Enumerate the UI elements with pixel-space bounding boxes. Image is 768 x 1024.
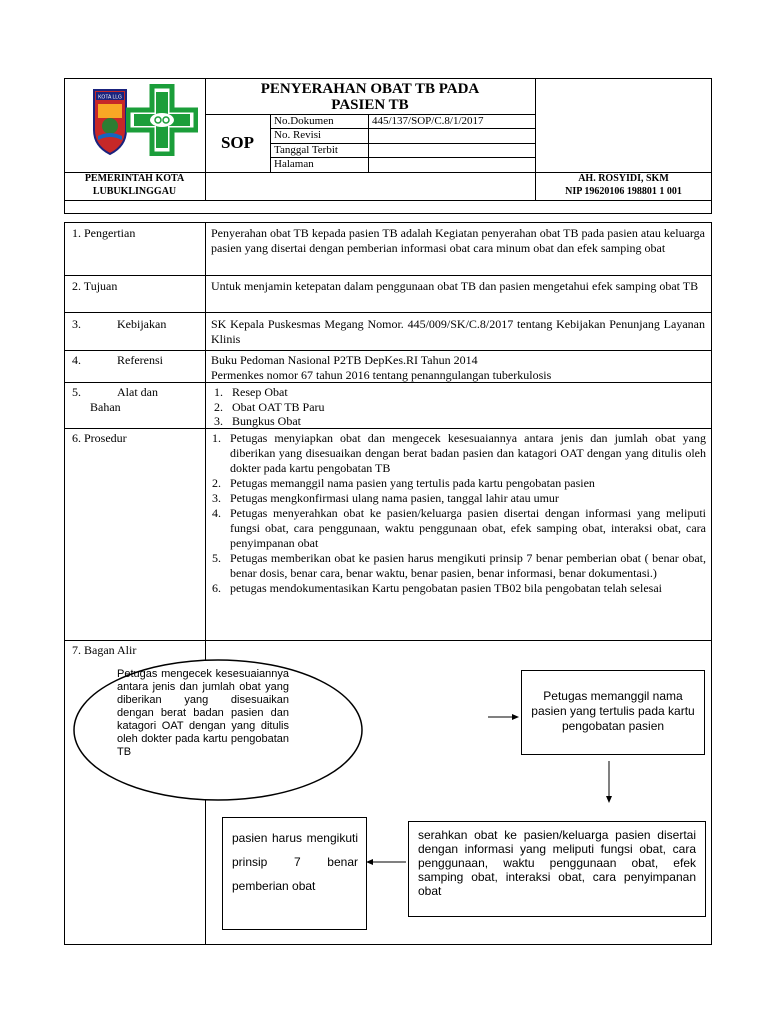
section-label-kebijakan-number: 3.: [72, 317, 81, 331]
tujuan-text: Untuk menjamin ketepatan dalam penggunaan obat TB dan pasien mengetahui efek samping obat TB: [211, 279, 699, 293]
prosedur-list: [212, 431, 706, 596]
header-divider: [64, 200, 712, 201]
document-title: PENYERAHAN OBAT TB PADA: [260, 81, 480, 97]
prosedur-step: 6. petugas mendokumentasikan Kartu pengobatan pasien TB02 bila pengobatan telah selesai: [212, 581, 662, 595]
sop-label: SOP: [220, 133, 255, 152]
prosedur-step: 5. Petugas memberikan obat ke pasien harus mengikuti prinsip 7 benar pemberian obat ( benar obat, benar dosis, benar cara, benar waktu, benar pasien, benar informasi, benar dokumentasi.): [212, 551, 706, 580]
prosedur-step: 3. Petugas mengkonfirmasi ulang nama pasien, tanggal lahir atau umur: [212, 491, 559, 505]
arrow-to-box1-head: [512, 714, 519, 720]
document-number-value: 445/137/SOP/C.8/1/2017: [372, 115, 484, 127]
kebijakan-text: SK Kepala Puskesmas Megang Nomor. 445/009/SK/C.8/2017 tentang Kebijakan Penunjang Layanan Klinis: [211, 317, 705, 346]
document-number-label: No.Dokumen: [274, 115, 334, 127]
flowchart-box-seven-rights-text: pasien harus mengikuti prinsip 7 benar pemberian obat: [232, 831, 358, 893]
pengertian-text: Penyerahan obat TB kepada pasien TB adalah Kegiatan penyerahan obat TB pada pasien atau keluarga pasien yang disertai dengan pemberian informasi obat cara minum obat dan efek samping obat: [211, 226, 705, 255]
section-label-alat: Alat dan: [117, 385, 158, 399]
prosedur-step: 4. Petugas menyerahkan obat ke pasien/keluarga pasien disertai dengan informasi yang meliputi fungsi obat, cara penggunaan, waktu penggunaan obat, efek samping obat, interaksi obat, cara penyimpanan obat: [212, 506, 706, 550]
section-label-alat-number: 5.: [72, 385, 81, 399]
section-label-kebijakan: Kebijakan: [117, 317, 167, 331]
city-emblem-logo: [90, 84, 130, 156]
flowchart-ellipse-text: Petugas mengecek kesesuaiannya antara jenis dan jumlah obat yang diberikan yang disesuaikan dengan berat badan pasien dan katagori OAT dengan yang ditulis oleh dokter pada kartu pengobatan TB: [117, 668, 289, 758]
revision-label: No. Revisi: [274, 129, 322, 141]
flowchart-box-hand-over-text: serahkan obat ke pasien/keluarga pasien disertai dengan informasi yang meliputi fungsi obat, cara penggunaan, waktu penggunaan obat, efek samping obat, interaksi obat, cara penyimpanan obat: [418, 828, 696, 898]
section-label-bahan: Bahan: [90, 400, 121, 414]
alat-item-number: 1.: [214, 385, 223, 399]
header-divider: [205, 114, 535, 115]
issue-date-label: Tanggal Terbit: [274, 144, 338, 156]
section-label-prosedur: 6. Prosedur: [72, 431, 127, 445]
flowchart-box-call-patient-text: Petugas memanggil nama pasien yang tertulis pada kartu pengobatan pasien: [531, 689, 695, 733]
section-label-bagan-alir: 7. Bagan Alir: [72, 643, 137, 657]
prosedur-step: 2. Petugas memanggil nama pasien yang tertulis pada kartu pengobatan pasien: [212, 476, 595, 490]
prosedur-step: 1. Petugas menyiapkan obat dan mengecek kesesuaiannya antara jenis dan jumlah obat yang diberikan yang disesuaikan dengan berat badan pasien dan katagori OAT dengan yang ditulis oleh dokter pada kartu pengobatan TB: [212, 431, 706, 475]
alat-item: Bungkus Obat: [232, 414, 301, 428]
puskesmas-logo: [126, 84, 198, 156]
page-label: Halaman: [274, 158, 314, 170]
content-divider: [64, 428, 712, 429]
alat-item: Resep Obat: [232, 385, 288, 399]
content-divider: [64, 312, 712, 313]
alat-item-number: 2.: [214, 400, 223, 414]
document-title: PASIEN TB: [331, 97, 409, 113]
section-label-tujuan: 2. Tujuan: [72, 279, 118, 293]
section-label-pengertian: 1. Pengertian: [72, 226, 136, 240]
arrow-to-box2-head: [606, 796, 612, 803]
signer-nip: NIP 19620106 198801 1 001: [565, 186, 682, 197]
signer-name: AH. ROSYIDI, SKM: [578, 173, 669, 184]
alat-item: Obat OAT TB Paru: [232, 400, 325, 414]
alat-item-number: 3.: [214, 414, 223, 428]
referensi-line-2: Permenkes nomor 67 tahun 2016 tentang penanngulangan tuberkulosis: [211, 368, 552, 382]
svg-text:KOTA LLG: KOTA LLG: [98, 94, 122, 101]
referensi-line-1: Buku Pedoman Nasional P2TB DepKes.RI Tahun 2014: [211, 353, 478, 367]
section-label-referensi: Referensi: [117, 353, 163, 367]
section-label-referensi-number: 4.: [72, 353, 81, 367]
content-divider: [64, 350, 712, 351]
arrow-to-box3-head: [366, 859, 373, 865]
content-divider: [64, 275, 712, 276]
organization-name: LUBUKLINGGAU: [92, 186, 177, 197]
organization-name: PEMERINTAH KOTA: [84, 173, 185, 184]
